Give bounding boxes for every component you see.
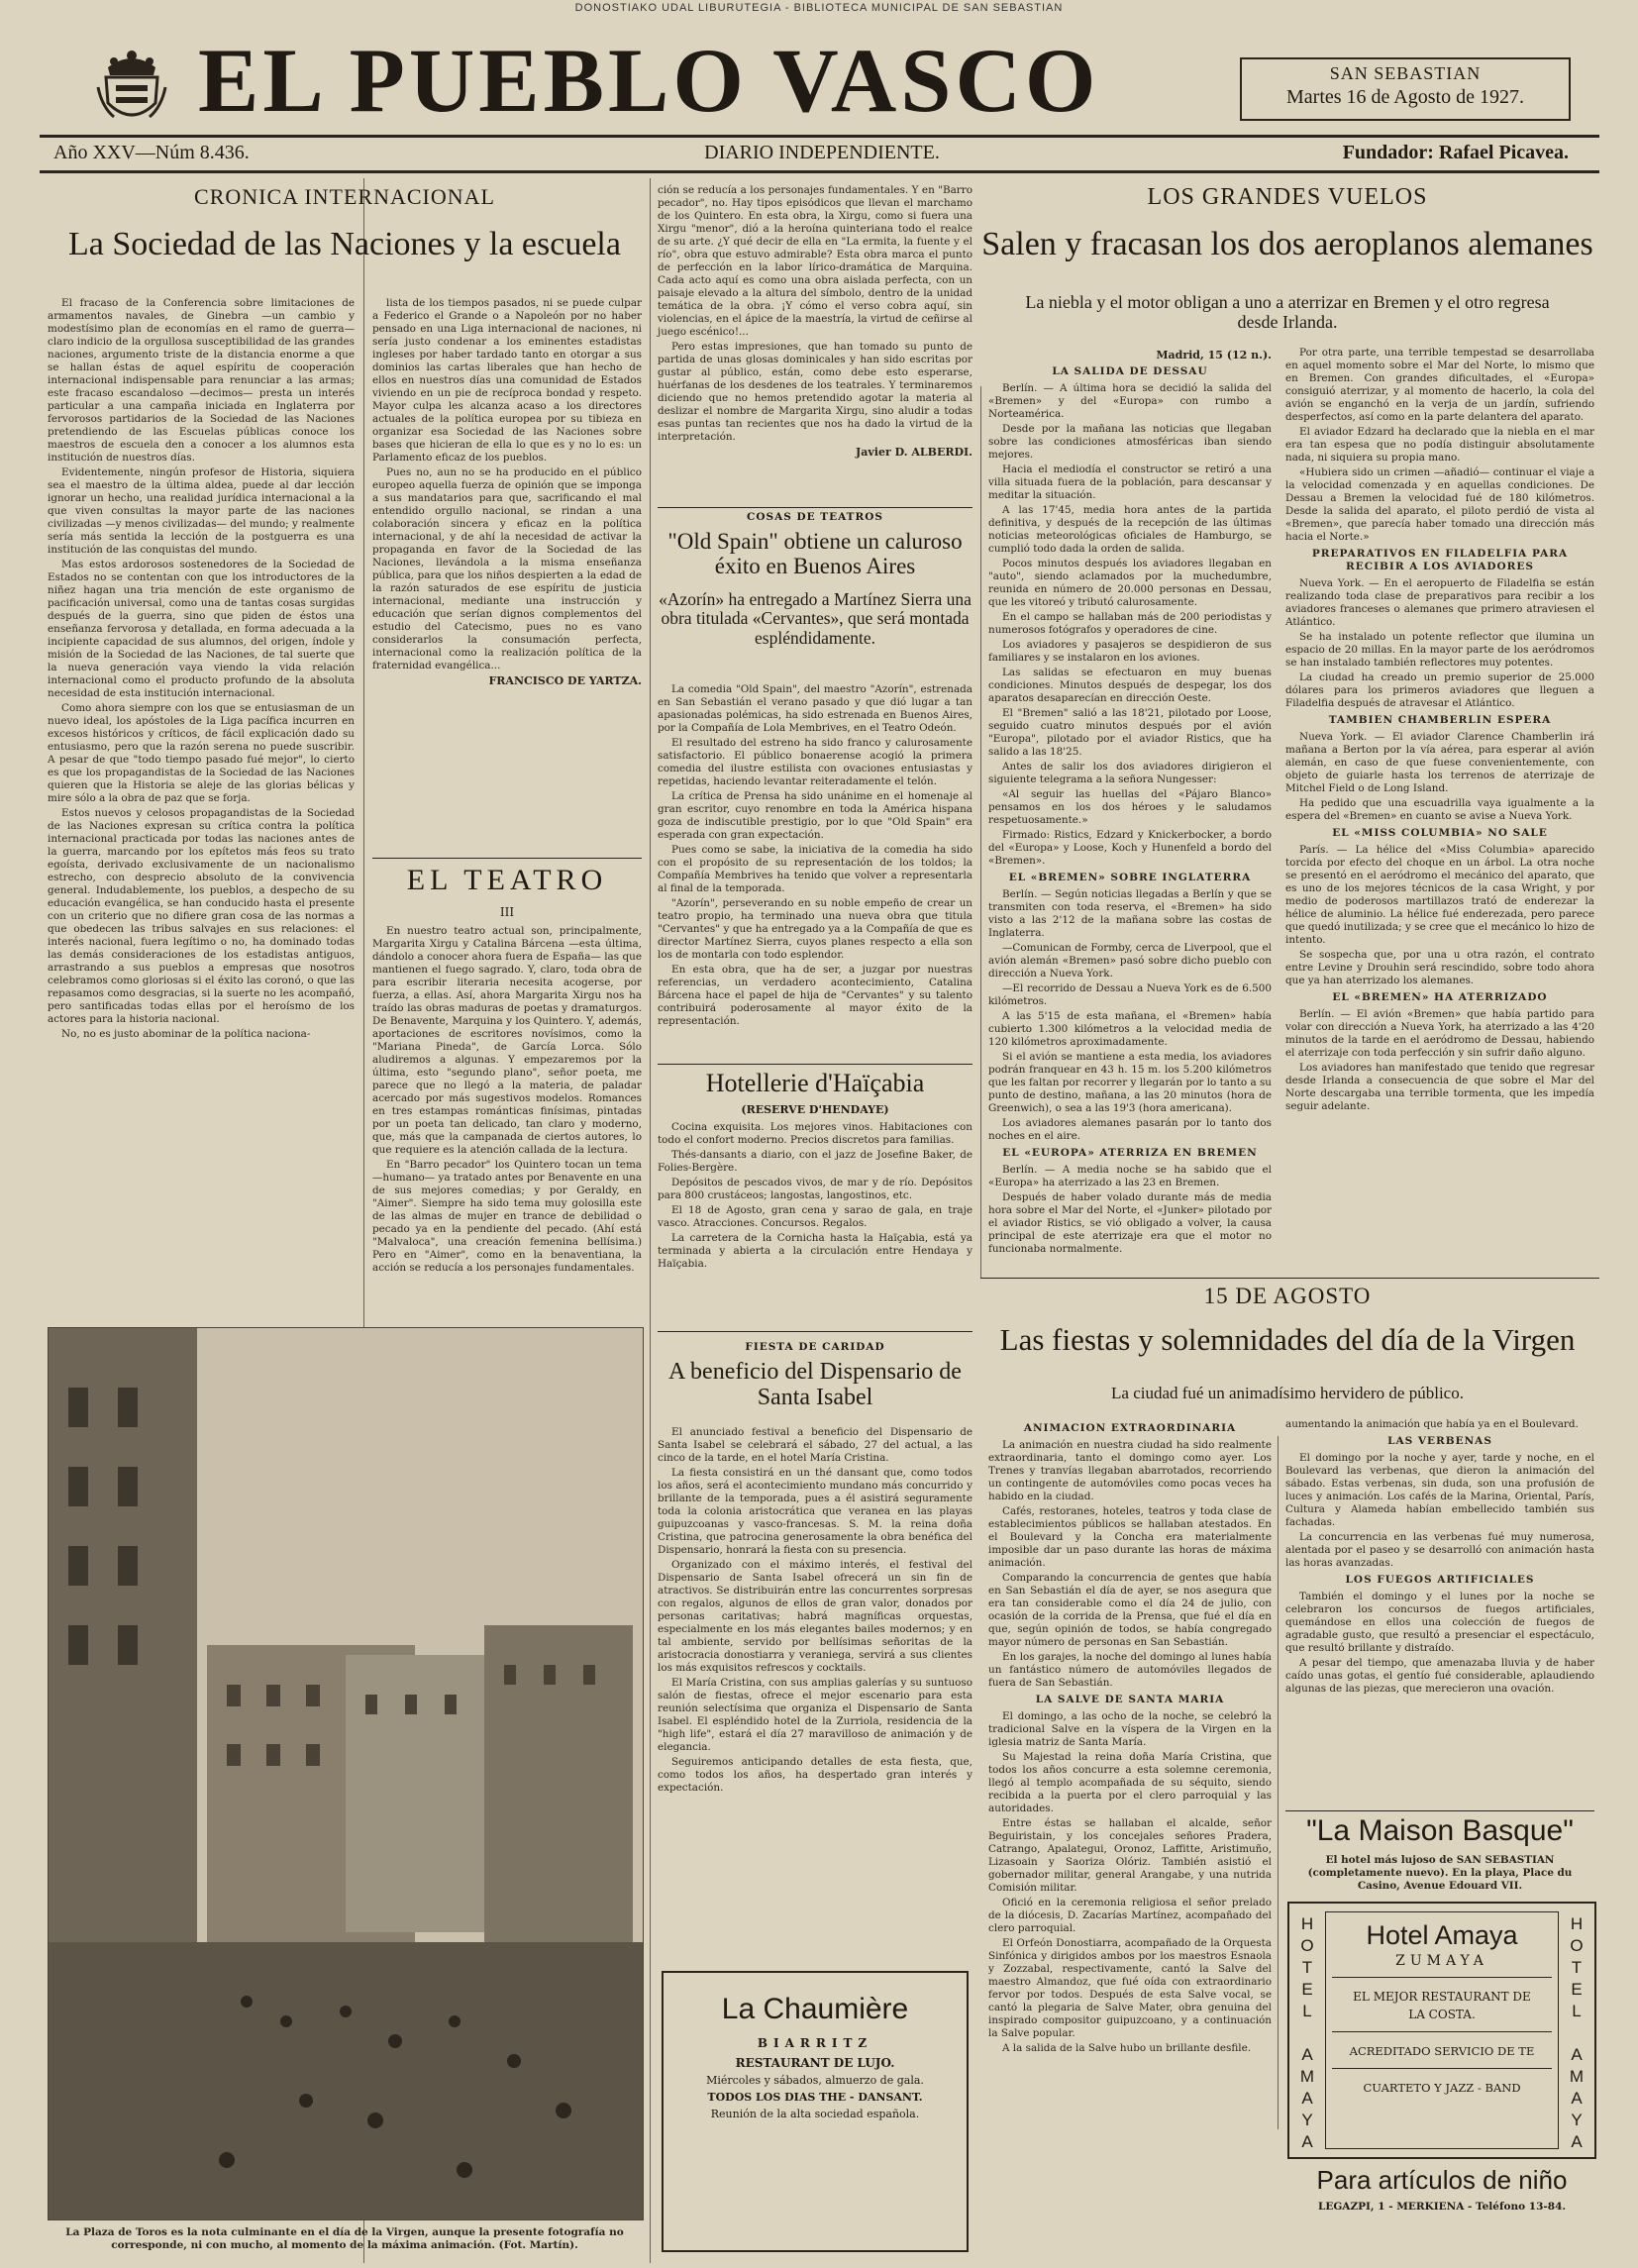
chaumiere-ad — [662, 1971, 969, 2252]
paragraph: «Al seguir las huellas del «Pájaro Blanco» pensamos en los dos héroes y le saludamos respetuosamente.» — [988, 788, 1272, 826]
agosto-col2 — [1285, 1418, 1594, 1804]
side-letter: T — [1571, 1958, 1583, 1977]
chaumiere-place: BIARRITZ — [757, 2036, 873, 2050]
old-spain-subhead: «Azorín» ha entregado a Martínez Sierra una obra titulada «Cervantes», que será montada espléndidamente. — [659, 589, 972, 648]
coat-of-arms-icon — [94, 48, 169, 127]
paragraph: Berlín. — Según noticias llegadas a Berlín y que se transmiten con toda reserva, el «Bremen» ha sido visto a las 2'12 de la mañana sobre las costas de Inglaterra. — [988, 888, 1272, 939]
hotel-amaya-line: LA COSTA. — [1408, 2008, 1476, 2021]
agosto-col1 — [988, 1418, 1272, 2260]
paragraph: Como ahora siempre con los que se entusiasman de un nuevo ideal, los apóstoles de la Liga pacífica incurren en excesos históricos y críticos, de fácil explicación dado su entusiasmo, pero que la razón serena no puede suscribir. A pesar de que "todo tiempo pasado fué mejor", lo cierto es que los propagandistas de la Sociedad de las Naciones quieren que la Historia se aleje de las glorias bélicas y mire sólo a la obra de paz que se forja. — [48, 702, 355, 804]
paragraph: Mas estos ardorosos sostenedores de la Sociedad de Estados no se contentan con que los introductores de la niñez hagan una tria mención de este organismo de pacificación universal, como una de tantas cosas surgidas después de la guerra, sino que piden de éstos una enseñanza fervorosa y detallada, en forma adecuada a la incipiente capacidad de sus alumnos, del origen, índole y misión de la Sociedad de las Naciones, de tal suerte que la nueva generación vaya viendo la vida relación internacional como el producto profundo de la absoluta necesidad de esta institución internacional. — [48, 559, 355, 699]
side-letter: L — [1302, 2002, 1312, 2020]
paragraph: Pero estas impresiones, que han tomado su punto de partida de unas glosas dominicales y han sido escritas por gustar al público, están, como debe esto esperarse, huérfanas de los desdenes de los teatrales. Y terminaremos diciendo que no hemos pretendido agotar la materia al deslizar el nombre de Margarita Xirgu, sino aludir a todas esas puntas tan recientes que nos ha dado la virtud de la interpretación. — [658, 341, 973, 443]
agosto-subhead-fuegos: LOS FUEGOS ARTIFICIALES — [1345, 1574, 1535, 1586]
side-letter: M — [1299, 2067, 1315, 2086]
paragraph: Pues como se sabe, la iniciativa de la comedia ha sido con el propósito de su representación de los toldos; la Compañía Membrives ha tenido que volver a representarla al final de la temporada. — [658, 844, 973, 894]
paragraph: Ha pedido que una escuadrilla vaya igualmente a la espera del «Bremen» en cuanto se avise a Nueva York. — [1285, 797, 1594, 822]
hotel-amaya-side-right — [1567, 1913, 1587, 2153]
side-letter: A — [1301, 2089, 1313, 2108]
paragraph: También el domingo y el lunes por la noche se celebraron los concursos de fuegos artificiales, quemándose en ellos una colección de fuegos de agradable gusto, que resultó a presenciar el espectáculo, que resultó brillante y distraído. — [1285, 1591, 1594, 1654]
plaza-de-toros-photo — [48, 1327, 644, 2220]
paragraph: Entre éstas se hallaban el alcalde, señor Beguiristain, y los concejales señores Pradera, Catrango, Apalategui, Oronoz, Laffitte, Aristimuño, Lizasoain y Saoriza Olóriz. También asistió el gobernador militar, general Arangabe, y una nutrida Comisión militar. — [988, 1817, 1272, 1894]
cronica-kicker: CRONICA INTERNACIONAL — [194, 184, 495, 209]
haicabia-title: Hotellerie d'Haïçabia — [705, 1069, 925, 1097]
archive-watermark: DONOSTIAKO UDAL LIBURUTEGIA - BIBLIOTECA MUNICIPAL DE SAN SEBASTIAN — [574, 2, 1064, 14]
paragraph: La comedia "Old Spain", del maestro "Azorín", estrenada en San Sebastián el verano pasado y que dió lugar a tan apasionadas polémicas, ha sido estrenada en Buenos Aires, por la Compañía de Lola Membrives, en el Teatro Odeón. — [658, 683, 973, 734]
paragraph: Se sospecha que, por una u otra razón, el contrato entre Levine y Drouhin será rescindido, sobre todo ahora que ya han aterrizado los alemanes. — [1285, 949, 1594, 986]
paragraph: La ciudad ha creado un premio superior de 25.000 dólares para los primeros aviadores que lleguen a Filadelfia después de atravesar el Atlántico. — [1285, 671, 1594, 709]
side-letter: A — [1571, 2132, 1583, 2151]
old-spain-headline: "Old Spain" obtiene un caluroso éxito en Buenos Aires — [667, 529, 963, 579]
paragraph: Pocos minutos después los aviadores llegaban en "auto", siendo aclamados por la muchedumbre, reunida en número de 20.000 personas en Dessau, que les vitoreó y tributó calurosamente. — [988, 558, 1272, 608]
paragraph: La crítica de Prensa ha sido unánime en el homenaje al gran escritor, cuyo renombre en toda la América hispana goza de indiscutible prestigio, por lo que "Old Spain" era esperada con gran expectación. — [658, 790, 973, 841]
side-letter — [1297, 2022, 1317, 2044]
header-rule-top — [40, 135, 1599, 138]
cronica-col2 — [372, 297, 642, 852]
maison-basque-title: "La Maison Basque" — [1306, 1814, 1574, 1847]
side-letter: A — [1571, 2089, 1583, 2108]
paragraph: El María Cristina, con sus amplias galerías y su suntuoso salón de fiestas, ofrece el mejor escenario para esta reunión selectísima que organiza el Dispensario de Santa Isabel. El espléndido hotel de la Zurriola, residencia de la "high life", estará el día 27 maravilloso de animación y de elegancia. — [658, 1677, 973, 1753]
side-letter: T — [1301, 1958, 1313, 1977]
vuelos-subhead-bremen: EL «BREMEN» HA ATERRIZADO — [1332, 991, 1548, 1003]
side-letter: O — [1300, 1936, 1314, 1955]
rule — [1285, 1810, 1594, 1811]
paragraph: Las salidas se efectuaron en muy buenas condiciones. Minutos después de despegar, los dos aparatos desaparecían en dirección Oeste. — [988, 667, 1272, 704]
vuelos-subhead-chamberlin: TAMBIEN CHAMBERLIN ESPERA — [1328, 714, 1552, 726]
side-letter: E — [1571, 1980, 1583, 1999]
tagline: DIARIO INDEPENDIENTE. — [704, 142, 940, 163]
side-letter: H — [1570, 1914, 1584, 1933]
teatro-body — [372, 925, 642, 1321]
haicabia-body — [658, 1121, 973, 1309]
paragraph: Nueva York. — El aviador Clarence Chamberlin irá mañana a Berton por la vía aérea, para esperar al avión alemán, en caso de que fuese convenientemente, con objeto de guiarle hasta los terrenos de aterrizaje de Mitchel Field o de Long Island. — [1285, 731, 1594, 794]
paragraph: Desde por la mañana las noticias que llegaban sobre las condiciones atmosféricas iban siendo mejores. — [988, 423, 1272, 461]
paragraph: Los aviadores han manifestado que tenido que regresar desde Irlanda a consecuencia de que sobre el Mar del Norte descargaba una terrible tormenta, que les impedía seguir adelante. — [1285, 1062, 1594, 1112]
paragraph: El "Bremen" salió a las 18'21, pilotado por Loose, seguido cuatro minutos después por el avión "Europa", pilotado por el aviador Ristics, que ha salido a las 18'25. — [988, 707, 1272, 758]
column-divider — [980, 386, 981, 1278]
chaumiere-line: RESTAURANT DE LUJO. — [735, 2056, 895, 2070]
dispensario-headline: A beneficio del Dispensario de Santa Isabel — [668, 1359, 962, 1411]
chaumiere-line: Miércoles y sábados, almuerzo de gala. — [706, 2074, 924, 2087]
rule — [980, 1278, 1599, 1279]
paragraph: El domingo, a las ocho de la noche, se celebró la tradicional Salve en la víspera de la Virgen en la iglesia matriz de Santa María. — [988, 1710, 1272, 1748]
cronica-headline: La Sociedad de las Naciones y la escuela — [68, 226, 621, 262]
paragraph: En los garajes, la noche del domingo al lunes había un fantástico número de automóviles llegados de fuera de San Sebastián. — [988, 1651, 1272, 1689]
rule — [658, 1331, 973, 1332]
rule — [658, 507, 973, 508]
teatro-part: III — [499, 905, 515, 919]
paragraph: París. — La hélice del «Miss Columbia» aparecido torcida por efecto del choque en un árbol. La otra noche se presentó en el aeródromo el mecánico del aparato, que es uno de los mejores técnicos de la casa Wright, y por medio de poderosos martillazos trató de enderezar la hélice de aluminio. La hélice fué enderezada, pero parece que quedó inutilizada; y se cree que el mecánico lo hizo de intento. — [1285, 844, 1594, 946]
masthead-title: EL PUEBLO VASCO — [198, 30, 1100, 131]
vuelos-col1 — [988, 347, 1272, 1255]
issue-number: Año XXV—Núm 8.436. — [53, 142, 250, 163]
haicabia-subtitle: (RESERVE D'HENDAYE) — [741, 1103, 889, 1116]
hotel-amaya-place: ZUMAYA — [1395, 1953, 1488, 1969]
paragraph: En el campo se hallaban más de 200 periodistas y numerosos fotógrafos y operadores de cine. — [988, 611, 1272, 636]
paragraph: El aviador Edzard ha declarado que la niebla en el mar era tan espesa que no podía distinguir absolutamente nada, ni siquiera su propia mano. — [1285, 426, 1594, 464]
masthead-city: SAN SEBASTIAN — [1329, 63, 1482, 83]
paragraph: Berlín. — A última hora se decidió la salida del «Bremen» y del «Europa» con rumbo a Norteamérica. — [988, 382, 1272, 420]
vuelos-subhead-inglaterra: EL «BREMEN» SOBRE INGLATERRA — [1008, 872, 1252, 883]
hotel-amaya-side-left — [1297, 1913, 1317, 2153]
side-letter: A — [1301, 2045, 1313, 2064]
side-letter: L — [1572, 2002, 1582, 2020]
paragraph: Thés-dansants a diario, con el jazz de Josefine Baker, de Folies-Bergère. — [658, 1149, 973, 1174]
masthead-date: Martes 16 de Agosto de 1927. — [1286, 86, 1524, 108]
vuelos-headline: Salen y fracasan los dos aeroplanos alemanes — [981, 226, 1593, 262]
column-divider — [650, 178, 651, 2263]
rule — [658, 1064, 973, 1065]
paragraph: El anunciado festival a beneficio del Dispensario de Santa Isabel se celebrará el sábado, 27 del actual, a las cinco de la tarde, en el hotel María Cristina. — [658, 1426, 973, 1464]
paragraph: En esta obra, que ha de ser, a juzgar por nuestras referencias, un verdadero acontecimiento, Catalina Bárcena hace el papel de hija de "Cervantes" y su talento contribuirá poderosamente al mayor éxito de la representación. — [658, 964, 973, 1027]
hotel-amaya-line: ACREDITADO SERVICIO DE TE — [1349, 2044, 1535, 2058]
paragraph: ción se reducía a los personajes fundamentales. Y en "Barro pecador", no. Hay tipos episódicos que llevan el marchamo de los Quintero. En esta obra, la Xirgu, como si fuera una Xirgu "menor", dió a la heroína quinteriana todo el realce de su arte. ¿Y qué decir de ella en "La ermita, la fuente y el río", obra que estuvo admirable? Esta obra marca el punto de perfección en la labor lírico-dramática de Marquina. Cada acto aquí es como una obra aislada perfecta, con un paisaje elevado a la altura del símbolo, dentro de la unidad temática de la obra. ¡Y cómo el verso cobra aquí, sin violencias, en el ápice de la maestría, la virtud de ceñirse al juego escénico!... — [658, 184, 973, 338]
paragraph: Organizado con el máximo interés, el festival del Dispensario de Santa Isabel ofrecerá un sin fin de atractivos. Se distribuirán entre las concurrentes sorpresas con regalos, algunos de ellos de gran valor, donados por personas caritativas; habrá magníficas orquestas, especialmente en los más elegantes bailes modernos; y en tal ambiente, servido por bellísimas señoritas de la aristocracia donostiarra y veraniega, servirá a sus clientes los más exquisitos refrescos y cocktails. — [658, 1559, 973, 1674]
paragraph: El Orfeón Donostiarra, acompañado de la Orquesta Sinfónica y dirigidos ambos por los maestros Esnaola y Zozzabal, respectivamente, cantó la Salve del maestro Almandoz, que fué oída con extraordinario fervor por todos. Después de esta Salve vocal, se cantó la plegaria de Salve Mater, obra genuina del inspirado compositor guipuzcoano, y a continuación la Salve popular. — [988, 1937, 1272, 2039]
paragraph: lista de los tiempos pasados, ni se puede culpar a Federico el Grande o a Napoleón por no haber pensado en una Liga internacional de naciones, ni sería justo condenar a los eminentes estadistas ingleses por haber tardado tanto en otorgar a sus dominios las cartas liberales que han hecho de ellos en nuestros días una comunidad de Estados viviendo en un pie de recíproca bondad y respeto. Mayor culpa les alcanza acaso a los directores actuales de la política europea por su tibieza en organizar esa Sociedad de las Naciones sobre bases que hicieran de ella lo que es y no lo es: un Parlamento eficaz de los pueblos. — [372, 297, 642, 464]
side-letter: A — [1571, 2045, 1583, 2064]
side-letter: Y — [1301, 2111, 1313, 2129]
paragraph: —Comunican de Formby, cerca de Liverpool, que el avión alemán «Bremen» pasó sobre dicho pueblo con dirección a Nueva York. — [988, 942, 1272, 979]
agosto-subhead-animacion: ANIMACION EXTRAORDINARIA — [1023, 1422, 1237, 1434]
paragraph: Estos nuevos y celosos propagandistas de la Sociedad de las Naciones expresan su crítica contra la política internacional practicada por todas las naciones antes de la guerra, marcando por los epítetos más feos su trato egoísta, derivado exclusivamente de un nacionalismo estrecho, con desprecio absoluto de la convivencia general. Indudablemente, los pueblos, a despecho de su educación evangélica, se han conducido hasta el presente con un criterio que no difiere gran cosa de las normas a que obedecen las tribus salvajes en sus relaciones: el interés nacional, fuera legítimo o no, ha dominado todas las demás consideraciones de los estadistas antiguos, arrastrando a sus pueblos a empresas que nosotros celebramos como gloriosas si el éxito las coronó, o que las repasamos como desgracias, si la suerte no les acompañó, pero santificadas todas ellas por el heroísmo de los actores para la historia nacional. — [48, 807, 355, 1025]
paragraph: Cocina exquisita. Los mejores vinos. Habitaciones con todo el confort moderno. Precios discretos para familias. — [658, 1121, 973, 1146]
paragraph: Su Majestad la reina doña María Cristina, que todos los años concurre a esta solemne ceremonia, llegó al templo acompañada de su séquito, siendo recibida a la puerta por el clero parroquial y las autoridades. — [988, 1751, 1272, 1814]
paragraph: En nuestro teatro actual son, principalmente, Margarita Xirgu y Catalina Bárcena —esta última, dándolo a conocer ahora fuera de España— las que mantienen el fuego sagrado. Y, claro, toda obra de para escribir literaria necesita acogerse, por fuerza, a ellas. Así, ahora Margarita Xirgu nos ha traído las obras maduras de poetas y dramaturgos. De Benavente, Marquina y los Quintero. Y, además, aportaciones de escritores novísimos, como la "Mariana Pineda", de García Lorca. Sólo aludiremos a algunas. Y empezaremos por la última, esto "segundo plano", señor poeta, me parece que no llegó a la materia, de paladar acercado por más sugestivos modelos. Romances en tres estampas románticas finísimas, pintadas por un poeta tan delicado, tan claro y moderno, que, más que la campanada de ciertos autores, lo que requiere es la atención callada de la lectura. — [372, 925, 642, 1156]
chaumiere-line: TODOS LOS DIAS THE - DANSANT. — [707, 2091, 923, 2104]
paragraph: Cafés, restoranes, hoteles, teatros y toda clase de establecimientos públicos se hallaban atestados. En el Boulevard y la Concha era materialmente imposible dar un paso durante las horas de máxima animación. — [988, 1505, 1272, 1569]
paragraph: —El recorrido de Dessau a Nueva York es de 6.500 kilómetros. — [988, 982, 1272, 1007]
paragraph: «Hubiera sido un crimen —añadió— continuar el viaje a la velocidad comenzada y en aquellas condiciones. De Dessau a Bremen la velocidad fué de 180 kilómetros. Desde la salida del aparato, el piloto perdió de vista al «Bremen», que parecía haber tomado una dirección más hacia el Norte.» — [1285, 466, 1594, 543]
paragraph: El domingo por la noche y ayer, tarde y noche, en el Boulevard las verbenas, que dieron la animación del sábado. Estas verbenas, sin duda, son una profusión de luces y animación. Los cafés de la Marina, Oriental, París, Cultura y Alameda habían embellecido también sus fachadas. — [1285, 1452, 1594, 1528]
paragraph: Berlín. — El avión «Bremen» que había partido para volar con dirección a Nueva York, ha aterrizado a las 4'20 minutos de la tarde en el aeródromo de Dessau, habiendo el aterrizaje con toda perfección y sin sufrir daño alguno. — [1285, 1008, 1594, 1059]
hotel-amaya-inner — [1325, 1911, 1559, 2149]
paragraph: El 18 de Agosto, gran cena y sarao de gala, en traje vasco. Atracciones. Concursos. Regalos. — [658, 1204, 973, 1229]
paragraph: La fiesta consistirá en un thé dansant que, como todos los años, será el acontecimiento mundano más concurrido y brillante de la temporada, pues a él asistirá seguramente toda la colonia aristocrática que veranea en las playas guipuzcoanas y vasco-francesas. S. M. la reina doña Cristina, que patrocina generosamente la obra benéfica del Dispensario, honrará la fiesta con su presencia. — [658, 1467, 973, 1556]
paragraph: A la salida de la Salve hubo un brillante desfile. — [1002, 2042, 1252, 2054]
paragraph: Nueva York. — En el aeropuerto de Filadelfia se están realizando toda clase de preparativos para recibir a los aviadores franceses o alemanes que primero atraviesen el Atlántico. — [1285, 577, 1594, 628]
hotel-amaya-title: Hotel Amaya — [1366, 1920, 1518, 1950]
paragraph: Pues no, aun no se ha producido en el público europeo aquella fuerza de opinión que se imponga a sus mandatarios para que, sacrificando el mal entendido orgullo nacional, se rindan a una colaboración sincera y eficaz en la política internacional, y de ahí la necesidad de activar la propaganda en favor de la Sociedad de las Naciones, llevándola a la misma enseñanza pública, para que los niños despierten a la edad de la razón saturados de ese espíritu de justicia internacional, mediante una instrucción y educación que serían dignos complementos del estudio del Catecismo, pues no es vano considerarlos la consumación perfecta, internacional como la realización política de la fraternidad evangélica... — [372, 466, 642, 671]
side-letter: E — [1301, 1980, 1313, 1999]
paragraph: Después de haber volado durante más de media hora sobre el Mar del Norte, el «Junker» pilotado por el aviador Ristics, se vió obligado a volver, la causa principal de este aterrizaje era que el motor no funcionaba normalmente. — [988, 1191, 1272, 1255]
ninos-ad-line: LEGAZPI, 1 - MERKIENA - Teléfono 13-84. — [1317, 2201, 1567, 2213]
paragraph: Los aviadores y pasajeros se despidieron de sus familiares y se instalaron en los aviones. — [988, 639, 1272, 664]
paragraph: El fracaso de la Conferencia sobre limitaciones de armamentos navales, de Ginebra —un cambio y modestísimo plan de economías en el ramo de guerra— claro indicio de la orgullosa susceptibilidad de las grandes naciones, argumento triste de la distancia enorme a que se hallan éstas de aquel espíritu de cooperación internacional indispensable para renunciar a las armas; este fracaso escandaloso —decimos— presta un interés particular a una campaña iniciada en Inglaterra por fervorosos partidarios de la Sociedad de las Naciones pretendiendo de las Escuelas públicas conoce los maestros de escuela den a conocer a los alumnos esta institución de nuestros días. — [48, 297, 355, 464]
paragraph: La animación en nuestra ciudad ha sido realmente extraordinaria, tanto el domingo como ayer. Los Trenes y tranvías llegaban abarrotados, recorriendo un contingente de automóviles como pocas veces ha habido en la ciudad. — [988, 1439, 1272, 1502]
old-spain-body — [658, 683, 973, 1060]
vuelos-kicker: LOS GRANDES VUELOS — [1147, 184, 1428, 210]
ninos-ad-title: Para artículos de niño — [1316, 2165, 1568, 2195]
paragraph: Se ha instalado un potente reflector que ilumina un espacio de 20 millas. En la mayor parte de los aeródromos se han instalado también reflectores muy potentes. — [1285, 631, 1594, 669]
paragraph: Los aviadores alemanes pasarán por lo tanto dos noches en el aire. — [988, 1117, 1272, 1142]
paragraph: No, no es justo abominar de la política naciona- — [61, 1028, 311, 1040]
vuelos-subhead-columbia: EL «MISS COLUMBIA» NO SALE — [1332, 827, 1548, 839]
paragraph: La concurrencia en las verbenas fué muy numerosa, alentada por el paseo y se desarrolló con animación hasta las horas avanzadas. — [1285, 1531, 1594, 1569]
side-letter — [1567, 2022, 1587, 2044]
paragraph: Hacia el mediodía el constructor se retiró a una villa situada fuera de la población, para descansar y meditar la situación. — [988, 464, 1272, 501]
old-spain-section: COSAS DE TEATROS — [747, 511, 883, 523]
hotel-amaya-line: CUARTETO Y JAZZ - BAND — [1363, 2081, 1521, 2095]
founder: Fundador: Rafael Picavea. — [1342, 142, 1569, 163]
vuelos-subhead: La niebla y el motor obligan a uno a aterrizar en Bremen y el otro regresa desde Irlanda. — [1025, 292, 1550, 332]
paragraph: Seguiremos anticipando detalles de esta fiesta, que, como todos los años, ha despertado gran interés y expectación. — [658, 1756, 973, 1794]
paragraph: A las 17'45, media hora antes de la partida definitiva, y después de la recepción de las últimas noticias meteorológicas oficiales de Hamburgo, se cumplió todo dada la orden de salida. — [988, 504, 1272, 555]
paragraph: Comparando la concurrencia de gentes que había en San Sebastián el día de ayer, se nos asegura que era tan considerable como el día 24 de julio, con ocasión de la corrida de la Prensa, que fué el día en que, según opinión de todos, se había congregado mayor número de personas en San Sebastián. — [988, 1572, 1272, 1648]
paragraph: "Azorín", perseverando en su noble empeño de crear un teatro propio, ha terminado una nueva obra que titula "Cervantes" y que ha entregado ya a la Compañía de que es director Martínez Sierra, cuyos planes respecto a ella son los de montarla con todo esplendor. — [658, 897, 973, 961]
dispensario-section: FIESTA DE CARIDAD — [745, 1341, 885, 1353]
vuelos-subhead-filadelfia: PREPARATIVOS EN FILADELFIA PARA RECIBIR A LOS AVIADORES — [1311, 548, 1569, 572]
masthead-datebox — [1240, 57, 1571, 121]
hotel-amaya-line: EL MEJOR RESTAURANT DE — [1353, 1990, 1531, 2004]
cronica-signature: FRANCISCO DE YARTZA. — [488, 674, 642, 687]
maison-basque-text: El hotel más lujoso de SAN SEBASTIAN (completamente nuevo). En la playa, Place du Casino, Avenue Edouard VII. — [1307, 1854, 1573, 1892]
paragraph: La carretera de la Cornicha hasta la Haïçabia, está ya terminada y abierta a la circulación entre Hendaya y Haïçabia. — [658, 1232, 973, 1270]
paragraph: Firmado: Ristics, Edzard y Knickerbocker, a bordo del «Europa» y Loose, Koch y Hunenfeld a bordo del «Bremen». — [988, 829, 1272, 867]
photo-illustration — [49, 1328, 643, 2219]
teatro-signature: Javier D. ALBERDI. — [856, 446, 973, 459]
paragraph: Berlín. — A media noche se ha sabido que el «Europa» ha aterrizado a las 23 en Bremen. — [988, 1164, 1272, 1188]
paragraph: Ofició en la ceremonia religiosa el señor prelado de la diócesis, D. Zacarías Martínez, acompañado del clero parroquial. — [988, 1897, 1272, 1934]
chaumiere-line: Reunión de la alta sociedad española. — [710, 2108, 920, 2120]
paragraph: El resultado del estreno ha sido franco y calurosamente satisfactorio. El público bonaerense acogió la primera comedia del ilustre estilista con ovaciones entusiastas y repetidas, haciendo levantar reiteradamente el telón. — [658, 737, 973, 787]
dispensario-body — [658, 1426, 973, 1961]
chaumiere-title: La Chaumière — [721, 1993, 909, 2025]
paragraph: En "Barro pecador" los Quintero tocan un tema —humano— ya tratado antes por Benavente en una de sus mejores comedias; y por Geraldy, en "Aimer". Siempre ha sido tema muy golosilla este de las almas de mujer en trance de debilidad o pecado ya en la pendiente del pecado. (Ahí está "Malvaloca", una creación femenina bellísima.) Pero en "Aimer", como en la benaventiana, la acción se reducía a los personajes fundamentales. — [372, 1159, 642, 1274]
agosto-subhead-salve: LA SALVE DE SANTA MARIA — [1035, 1694, 1225, 1705]
side-letter: M — [1569, 2067, 1585, 2086]
vuelos-subhead-dessau: LA SALIDA DE DESSAU — [1052, 365, 1208, 377]
paragraph: Evidentemente, ningún profesor de Historia, siquiera sea el maestro de la última aldea, puede al dar lección ignorar un hecho, una realidad jurídica internacional a la que viven consultas la mayor parte de las naciones civilizadas —y menos civilizadas— del mundo; y realmente sería más sentida la lección de la postguerra es una institución de las conquistas del mundo. — [48, 466, 355, 556]
column-divider — [1278, 1436, 1279, 2129]
rule — [372, 858, 642, 859]
header-rule-bottom — [40, 170, 1599, 173]
agosto-kicker: 15 DE AGOSTO — [1203, 1284, 1372, 1308]
agosto-subhead-verbenas: LAS VERBENAS — [1387, 1435, 1492, 1447]
side-letter: H — [1300, 1914, 1314, 1933]
photo-caption: La Plaza de Toros es la nota culminante en el día de la Virgen, aunque la presente fotografía no corresponde, ni con mucho, al momento de la máxima animación. (Fot. Martín). — [65, 2226, 624, 2251]
hotel-amaya-ad — [1287, 1902, 1596, 2159]
paragraph: Si el avión se mantiene a esta media, los aviadores podrán franquear en 43 h. 15 m. los 5.200 kilómetros que les faltan por recorrer y llegarán por lo tanto a su punto de destino, mañana, a las 20 minutos (hora de Greenwich), o sea a las 19'3 (hora americana). — [988, 1051, 1272, 1114]
side-letter: O — [1570, 1936, 1584, 1955]
teatro-continuation — [658, 184, 973, 501]
vuelos-subhead-europa: EL «EUROPA» ATERRIZA EN BREMEN — [1002, 1147, 1258, 1159]
side-letter: Y — [1571, 2111, 1583, 2129]
vuelos-dateline: Madrid, 15 (12 n.). — [1156, 349, 1272, 361]
paragraph: Antes de salir los dos aviadores dirigieron el siguiente telegrama a la señora Nungesser: — [988, 761, 1272, 785]
paragraph: A las 5'15 de esta mañana, el «Bremen» había cubierto 1.300 kilómetros a la velocidad media de 120 kilómetros aproximadamente. — [988, 1010, 1272, 1048]
teatro-title: EL TEATRO — [406, 864, 608, 896]
agosto-subhead: La ciudad fué un animadísimo hervidero de público. — [1111, 1384, 1464, 1402]
paragraph: Por otra parte, una terrible tempestad se desarrollaba en aquel momento sobre el Mar del Norte, lo mismo que en Bremen. Con grandes dificultades, el «Europa» consiguió aterrizar, y al momento de hacerlo, la cola del avión se enganchó en la verja de un jardín, sufriendo desperfectos, así como en la parte delantera del aparato. — [1285, 347, 1594, 423]
paragraph: aumentando la animación que había ya en el Boulevard. — [1285, 1418, 1579, 1430]
agosto-headline: Las fiestas y solemnidades del día de la Virgen — [999, 1322, 1576, 1357]
side-letter: A — [1301, 2132, 1313, 2151]
vuelos-col2 — [1285, 347, 1594, 1238]
paragraph: Depósitos de pescados vivos, de mar y de río. Depósitos para 800 crustáceos; langostas, langostinos, etc. — [658, 1177, 973, 1201]
paragraph: A pesar del tiempo, que amenazaba lluvia y de haber caído unas gotas, el gentío fué considerable, aplaudiendo algunas de las piezas, que merecieron una ovación. — [1285, 1657, 1594, 1695]
